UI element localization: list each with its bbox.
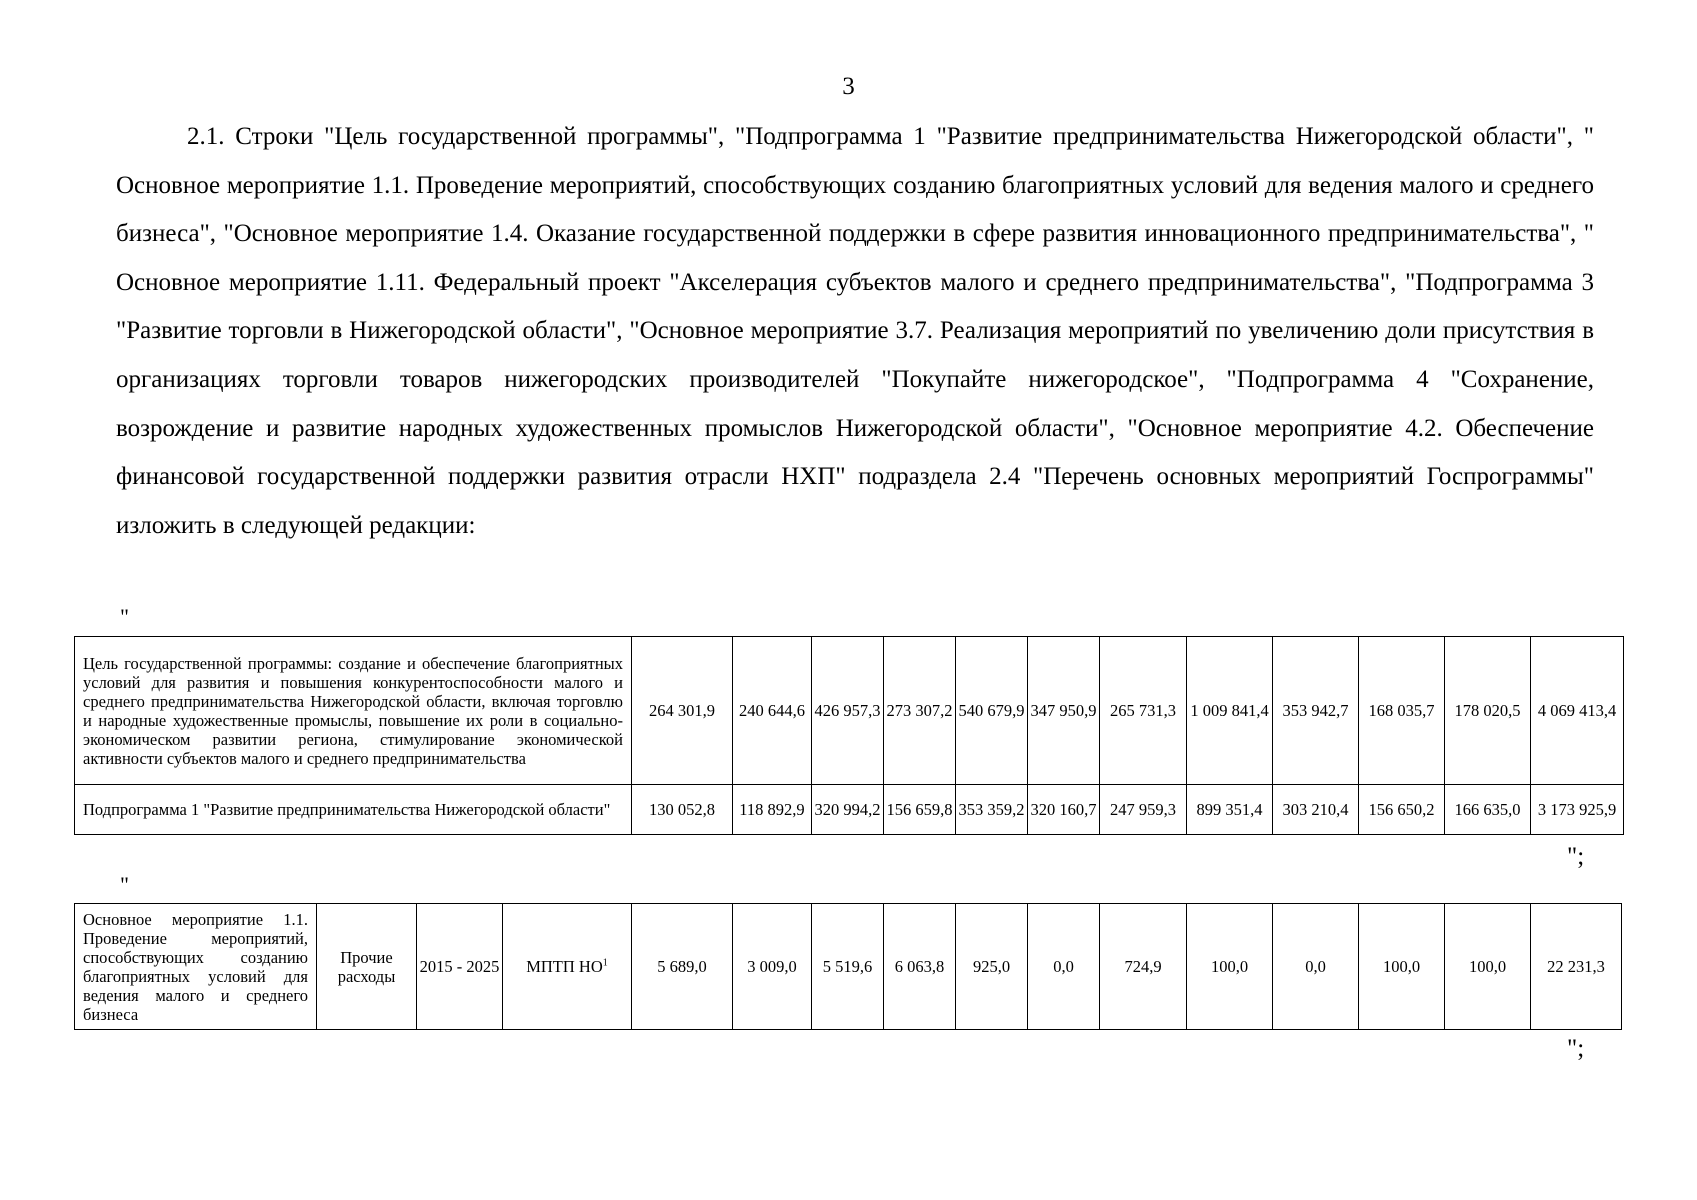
value-cell: 156 659,8 [884, 785, 956, 835]
value-cell: 899 351,4 [1187, 785, 1273, 835]
close-quote: "; [1567, 1035, 1585, 1062]
value-cell: 100,0 [1359, 904, 1445, 1030]
value-cell: 3 009,0 [733, 904, 812, 1030]
page-number: 3 [842, 73, 855, 100]
open-quote: " [120, 872, 129, 897]
value-cell: 1 009 841,4 [1187, 637, 1273, 785]
value-cell: 303 210,4 [1273, 785, 1359, 835]
value-cell: 178 020,5 [1445, 637, 1531, 785]
value-cell: 426 957,3 [812, 637, 884, 785]
value-cell: 264 301,9 [632, 637, 733, 785]
executor-cell [503, 904, 632, 1030]
value-cell: 118 892,9 [733, 785, 812, 835]
value-cell: 156 650,2 [1359, 785, 1445, 835]
value-cell: 100,0 [1187, 904, 1273, 1030]
value-cell: 353 942,7 [1273, 637, 1359, 785]
value-cell: 100,0 [1445, 904, 1531, 1030]
executor-name: МПТП НО [526, 957, 603, 976]
value-cell: 540 679,9 [956, 637, 1028, 785]
expense-type-cell: Прочие расходы [317, 904, 417, 1030]
value-cell: 724,9 [1100, 904, 1187, 1030]
value-cell: 925,0 [956, 904, 1028, 1030]
value-cell: 168 035,7 [1359, 637, 1445, 785]
table-activity [74, 903, 1622, 1030]
value-cell: 130 052,8 [632, 785, 733, 835]
value-cell: 320 160,7 [1028, 785, 1100, 835]
value-cell: 265 731,3 [1100, 637, 1187, 785]
value-cell: 5 519,6 [812, 904, 884, 1030]
value-cell: 4 069 413,4 [1531, 637, 1624, 785]
value-cell: 353 359,2 [956, 785, 1028, 835]
row-label: Подпрограмма 1 "Развитие предпринимательства Нижегородской области" [75, 785, 632, 835]
close-quote: "; [1567, 843, 1585, 870]
value-cell: 0,0 [1273, 904, 1359, 1030]
value-cell: 320 994,2 [812, 785, 884, 835]
table-row [75, 904, 1622, 1030]
value-cell: 22 231,3 [1531, 904, 1622, 1030]
value-cell: 247 959,3 [1100, 785, 1187, 835]
value-cell: 273 307,2 [884, 637, 956, 785]
value-cell: 166 635,0 [1445, 785, 1531, 835]
intro-paragraph: 2.1. Строки "Цель государственной программы", "Подпрограмма 1 "Развитие предпринимательства Нижегородской области", " Основное мероприятие 1.1. Проведение мероприятий, способствующих созданию благоприятных условий для ведения малого и среднего бизнеса", "Основное мероприятие 1.4. Оказание государственной поддержки в сфере развития инновационного предпринимательства", " Основное мероприятие 1.11. Федеральный проект "Акселерация субъектов малого и среднего предпринимательства", "Подпрограмма 3 "Развитие торговли в Нижегородской области", "Основное мероприятие 3.7. Реализация мероприятий по увеличению доли присутствия в организациях торговли товаров нижегородских производителей "Покупайте нижегородское", "Подпрограмма 4 "Сохранение, возрождение и развитие народных художественных промыслов Нижегородской области", "Основное мероприятие 4.2. Обеспечение финансовой государственной поддержки развития отрасли НХП" подраздела 2.4 "Перечень основных мероприятий Госпрограммы" изложить в следующей редакции: [116, 123, 1594, 539]
table-goal-subprogram [74, 636, 1624, 835]
value-cell: 347 950,9 [1028, 637, 1100, 785]
table-row [75, 637, 1624, 785]
table-row [75, 785, 1624, 835]
value-cell: 5 689,0 [632, 904, 733, 1030]
period-cell: 2015 - 2025 [417, 904, 503, 1030]
footnote-marker: 1 [602, 957, 608, 969]
row-label: Цель государственной программы: создание и обеспечение благоприятных условий для развития и повышения конкурентоспособности малого и среднего предпринимательства Нижегородской области, включая торговлю и народные художественные промыслы, повышение их роли в социально-экономическом развитии региона, стимулирование экономической активности субъектов малого и среднего предпринимательства [75, 637, 632, 785]
value-cell: 3 173 925,9 [1531, 785, 1624, 835]
value-cell: 240 644,6 [733, 637, 812, 785]
activity-label: Основное мероприятие 1.1. Проведение мероприятий, способствующих созданию благоприятных условий для ведения малого и среднего бизнеса [75, 904, 317, 1030]
open-quote: " [120, 604, 129, 629]
value-cell: 0,0 [1028, 904, 1100, 1030]
value-cell: 6 063,8 [884, 904, 956, 1030]
